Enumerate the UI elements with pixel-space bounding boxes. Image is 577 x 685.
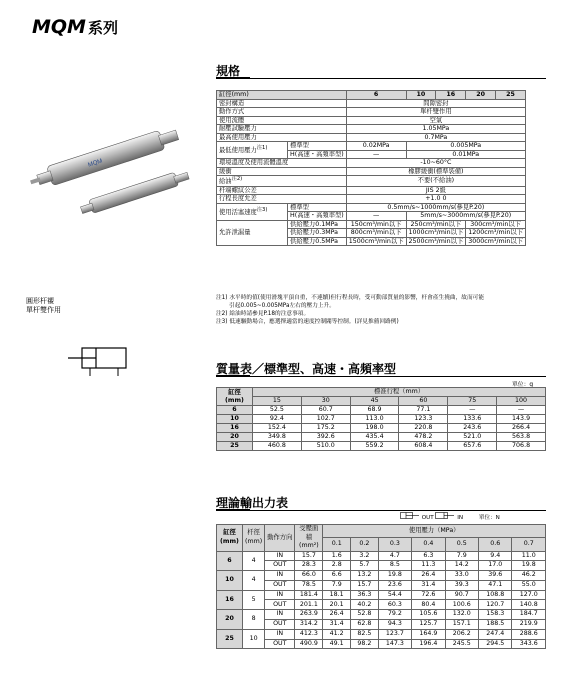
- mass-value-cell: 133.6: [448, 415, 497, 424]
- force-bore-cell: 6: [217, 551, 243, 571]
- mass-value-cell: 478.2: [399, 433, 448, 442]
- mass-unit: 單位：g: [512, 382, 534, 388]
- force-row: [217, 571, 546, 581]
- mass-row: [217, 406, 546, 415]
- spec-row-leak: 供給壓力0.5MPa 1500cm³/min以下 2500cm³/min以下 3000cm³/min以下: [217, 237, 526, 246]
- force-rod-cell: 4: [243, 551, 265, 571]
- spec-row: 給油$^{注2)}$ 不要(不給油): [217, 176, 526, 187]
- force-unit: 單位：N: [478, 515, 500, 521]
- force-value-cell: 47.1: [479, 580, 512, 590]
- force-value-cell: 219.9: [512, 620, 546, 630]
- force-dir-cell: IN: [265, 610, 295, 620]
- force-area-cell: 181.4: [295, 590, 323, 600]
- mass-value-cell: —: [497, 406, 546, 415]
- force-value-cell: 33.0: [445, 571, 478, 581]
- force-value-cell: 7.9: [323, 580, 351, 590]
- force-value-cell: 5.7: [351, 561, 379, 571]
- force-value-cell: 132.0: [445, 610, 478, 620]
- spec-underline: [216, 77, 250, 79]
- mass-value-cell: 113.0: [350, 415, 399, 424]
- force-dir-cell: IN: [265, 551, 295, 561]
- force-value-cell: 18.1: [323, 590, 351, 600]
- force-value-cell: 26.4: [323, 610, 351, 620]
- mass-value-cell: 559.2: [350, 442, 399, 451]
- spec-row-speed: 使用活塞速度$^{注3)}$ 標準型 0.5mm/s~1000mm/s(參見P.20): [217, 203, 526, 212]
- force-bore-cell: 20: [217, 610, 243, 630]
- mass-row: [217, 442, 546, 451]
- force-dir-cell: IN: [265, 590, 295, 600]
- legend-in: IN: [457, 515, 464, 521]
- force-row: [217, 580, 546, 590]
- mass-value-cell: 243.6: [448, 424, 497, 433]
- force-value-cell: 80.4: [412, 600, 445, 610]
- force-value-cell: 17.0: [479, 561, 512, 571]
- spec-bore-label: 缸徑(mm): [217, 91, 347, 100]
- mass-value-cell: 521.0: [448, 433, 497, 442]
- spec-row-leak: 供給壓力0.3MPa 800cm³/min以下 1000cm³/min以下 1200cm³/min以下: [217, 229, 526, 238]
- force-area-cell: 490.9: [295, 639, 323, 649]
- force-value-cell: 31.4: [412, 580, 445, 590]
- force-row: [217, 590, 546, 600]
- mass-row: [217, 415, 546, 424]
- force-value-cell: 206.2: [445, 629, 478, 639]
- mass-bore-cell: 10: [217, 415, 253, 424]
- force-value-cell: 19.8: [512, 561, 546, 571]
- force-value-cell: 1.6: [323, 551, 351, 561]
- mass-value-cell: 392.6: [301, 433, 350, 442]
- spec-row: 耐壓試驗壓力 1.05MPa: [217, 125, 526, 134]
- force-area-cell: 66.0: [295, 571, 323, 581]
- spec-row: 最高使用壓力 0.7MPa: [217, 133, 526, 142]
- mass-table: [216, 387, 546, 451]
- force-row: [217, 629, 546, 639]
- page-title: MQM 系列: [32, 16, 118, 38]
- mass-value-cell: 266.4: [497, 424, 546, 433]
- force-bore-cell: 16: [217, 590, 243, 610]
- force-value-cell: 26.4: [412, 571, 445, 581]
- force-divider: [216, 510, 546, 511]
- force-value-cell: 49.1: [323, 639, 351, 649]
- force-dir-cell: IN: [265, 571, 295, 581]
- force-value-cell: 54.4: [378, 590, 411, 600]
- force-value-cell: 123.7: [378, 629, 411, 639]
- mass-underline: [216, 375, 250, 377]
- legend-out: OUT: [421, 515, 434, 521]
- force-area-cell: 28.3: [295, 561, 323, 571]
- force-row: [217, 620, 546, 630]
- force-dir-cell: OUT: [265, 620, 295, 630]
- force-value-cell: 294.5: [479, 639, 512, 649]
- force-value-cell: 140.8: [512, 600, 546, 610]
- side-note-1: 圓形杆襯: [26, 297, 54, 305]
- spec-bore-10: 10: [406, 91, 436, 100]
- force-value-cell: 108.8: [479, 590, 512, 600]
- force-bore-cell: 10: [217, 571, 243, 591]
- mass-value-cell: 460.8: [253, 442, 302, 451]
- force-row: [217, 561, 546, 571]
- force-rod-cell: 5: [243, 590, 265, 610]
- mass-divider: [216, 376, 546, 377]
- mass-value-cell: 143.9: [497, 415, 546, 424]
- force-row: [217, 600, 546, 610]
- mass-bore-cell: 6: [217, 406, 253, 415]
- force-value-cell: 120.7: [479, 600, 512, 610]
- force-value-cell: 2.8: [323, 561, 351, 571]
- mass-header-row: [217, 388, 546, 397]
- force-rod-cell: 10: [243, 629, 265, 649]
- spec-header-row: [217, 91, 526, 100]
- spec-bore-20: 20: [466, 91, 496, 100]
- force-value-cell: 72.6: [412, 590, 445, 600]
- force-value-cell: 23.6: [378, 580, 411, 590]
- mass-bore-cell: 16: [217, 424, 253, 433]
- force-value-cell: 40.2: [351, 600, 379, 610]
- svg-text:MQM: MQM: [87, 158, 104, 169]
- force-value-cell: 158.3: [479, 610, 512, 620]
- force-value-cell: 55.0: [512, 580, 546, 590]
- force-value-cell: 196.4: [412, 639, 445, 649]
- spec-bore-6: 6: [346, 91, 406, 100]
- note-line: 引起0.005~0.005MPa左右的壓力上升。: [216, 303, 335, 309]
- mass-value-cell: 706.8: [497, 442, 546, 451]
- spec-row: 使用流體 空氣: [217, 116, 526, 125]
- force-row: [217, 551, 546, 561]
- force-dir-cell: OUT: [265, 580, 295, 590]
- force-value-cell: 4.7: [378, 551, 411, 561]
- force-dir-cell: OUT: [265, 639, 295, 649]
- force-rod-cell: 4: [243, 571, 265, 591]
- force-value-cell: 8.5: [378, 561, 411, 571]
- force-value-cell: 11.3: [412, 561, 445, 571]
- force-pressure-row: 0.1 0.2 0.3 0.4 0.5 0.6 0.7: [217, 538, 546, 551]
- force-value-cell: 105.6: [412, 610, 445, 620]
- mass-bore-cell: 20: [217, 433, 253, 442]
- force-value-cell: 100.6: [445, 600, 478, 610]
- spec-divider: [216, 78, 546, 79]
- force-value-cell: 46.2: [512, 571, 546, 581]
- mass-value-cell: 60.7: [301, 406, 350, 415]
- spec-row-min-pressure-high: H(高速・高頻率型) — 0.01MPa: [217, 150, 526, 159]
- force-heading: 理論輸出力表: [216, 496, 289, 510]
- force-value-cell: 3.2: [351, 551, 379, 561]
- force-area-cell: 263.9: [295, 610, 323, 620]
- force-dir-cell: IN: [265, 629, 295, 639]
- mass-row: [217, 424, 546, 433]
- force-value-cell: 247.4: [479, 629, 512, 639]
- spec-row: 行程長度允差 +1.0 0: [217, 195, 526, 204]
- spec-bore-25: 25: [496, 91, 526, 100]
- force-value-cell: 94.3: [378, 620, 411, 630]
- spec-row-leak: 允許泄漏量 供給壓力0.1MPa 150cm³/min以下 250cm³/min以下 300cm³/min以下: [217, 220, 526, 229]
- force-underline: [216, 509, 250, 511]
- note-line: 注2) 給油時請參見P.18的注意事項。: [216, 311, 310, 317]
- force-value-cell: 52.8: [351, 610, 379, 620]
- mass-value-cell: 52.5: [253, 406, 302, 415]
- force-value-cell: 7.9: [445, 551, 478, 561]
- force-value-cell: 184.7: [512, 610, 546, 620]
- force-area-cell: 412.3: [295, 629, 323, 639]
- force-value-cell: 39.3: [445, 580, 478, 590]
- force-value-cell: 41.2: [323, 629, 351, 639]
- force-area-cell: 78.5: [295, 580, 323, 590]
- spec-heading: 規格: [216, 64, 241, 78]
- force-row: [217, 639, 546, 649]
- mass-value-cell: 198.0: [350, 424, 399, 433]
- force-value-cell: 36.3: [351, 590, 379, 600]
- force-value-cell: 343.6: [512, 639, 546, 649]
- force-bore-cell: 25: [217, 629, 243, 649]
- mass-stroke-row: 15 30 45 60 75 100: [217, 397, 546, 406]
- force-value-cell: 79.2: [378, 610, 411, 620]
- force-value-cell: 13.2: [351, 571, 379, 581]
- force-value-cell: 90.7: [445, 590, 478, 600]
- mass-value-cell: 349.8: [253, 433, 302, 442]
- mass-stroke-label: 標准行程（mm）: [253, 388, 546, 397]
- mass-value-cell: 220.8: [399, 424, 448, 433]
- spec-row: 杆端螺紋公差 JIS 2級: [217, 186, 526, 195]
- force-value-cell: 60.3: [378, 600, 411, 610]
- force-value-cell: 245.5: [445, 639, 478, 649]
- spec-row: 環境溫度及使用流體溫度 -10~60°C: [217, 159, 526, 168]
- mass-value-cell: 123.3: [399, 415, 448, 424]
- force-rod-cell: 8: [243, 610, 265, 630]
- mass-value-cell: 102.7: [301, 415, 350, 424]
- mass-bore-cell: 25: [217, 442, 253, 451]
- force-area-cell: 201.1: [295, 600, 323, 610]
- note-line: 注1) 水平時的值(使用滑塊平頂自重，不連續)但行程長時，受可動部質量的影響，杆會產生撓曲，故而可能: [216, 295, 485, 301]
- in-direction-icon: [435, 512, 455, 519]
- mass-value-cell: 175.2: [301, 424, 350, 433]
- spec-row: 動作方式 單杆雙作用: [217, 108, 526, 117]
- mass-value-cell: 68.9: [350, 406, 399, 415]
- spec-bore-16: 16: [436, 91, 466, 100]
- force-value-cell: 19.8: [378, 571, 411, 581]
- mass-value-cell: 92.4: [253, 415, 302, 424]
- side-note-2: 單杆雙作用: [26, 306, 61, 314]
- force-value-cell: 6.6: [323, 571, 351, 581]
- force-row: [217, 610, 546, 620]
- force-value-cell: 147.3: [378, 639, 411, 649]
- force-legend: [400, 512, 500, 521]
- cylinder-symbol-icon: [68, 340, 132, 380]
- mass-heading: 質量表／標準型、高速・高頻率型: [216, 362, 397, 376]
- force-value-cell: 82.5: [351, 629, 379, 639]
- mass-bore-label: 缸徑 (mm): [217, 388, 253, 406]
- spec-row: 密封構造 間隙密封: [217, 99, 526, 108]
- cylinder-photo: [30, 118, 210, 214]
- mass-row: [217, 433, 546, 442]
- force-area-cell: 15.7: [295, 551, 323, 561]
- force-value-cell: 15.7: [351, 580, 379, 590]
- mass-value-cell: —: [448, 406, 497, 415]
- force-dir-cell: OUT: [265, 561, 295, 571]
- force-value-cell: 157.1: [445, 620, 478, 630]
- mass-value-cell: 608.4: [399, 442, 448, 451]
- mass-value-cell: 510.0: [301, 442, 350, 451]
- force-value-cell: 20.1: [323, 600, 351, 610]
- force-value-cell: 127.0: [512, 590, 546, 600]
- force-value-cell: 31.4: [323, 620, 351, 630]
- force-value-cell: 188.5: [479, 620, 512, 630]
- force-header-row: 缸徑 (mm) 杆徑 (mm) 動作方向 受壓面積 (mm²) 使用壓力（MPa）: [217, 525, 546, 538]
- force-value-cell: 98.2: [351, 639, 379, 649]
- spec-row-min-pressure: 最低使用壓力$^{注1)}$ 標準型 0.02MPa 0.005MPa: [217, 142, 526, 151]
- force-value-cell: 39.6: [479, 571, 512, 581]
- note-line: 注3) 低速驅動場合，應選擇適當的速度控制閥等控制。(詳見推薦回路例): [216, 319, 399, 325]
- force-value-cell: 164.9: [412, 629, 445, 639]
- force-dir-cell: OUT: [265, 600, 295, 610]
- force-value-cell: 288.6: [512, 629, 546, 639]
- force-value-cell: 9.4: [479, 551, 512, 561]
- spec-row-speed-high: H(高速・高頻率型) — 5mm/s~3000mm/s(參見P.20): [217, 212, 526, 221]
- mass-value-cell: 435.4: [350, 433, 399, 442]
- force-value-cell: 62.8: [351, 620, 379, 630]
- force-value-cell: 11.0: [512, 551, 546, 561]
- force-area-cell: 314.2: [295, 620, 323, 630]
- force-table: [216, 524, 546, 649]
- spec-notes: [216, 294, 546, 326]
- force-value-cell: 14.2: [445, 561, 478, 571]
- spec-row: 緩衝 橡膠緩衝(標準裝備): [217, 167, 526, 176]
- spec-table: [216, 90, 526, 246]
- mass-value-cell: 77.1: [399, 406, 448, 415]
- force-value-cell: 6.3: [412, 551, 445, 561]
- force-value-cell: 125.7: [412, 620, 445, 630]
- out-direction-icon: [400, 512, 420, 519]
- mass-value-cell: 152.4: [253, 424, 302, 433]
- mass-value-cell: 657.6: [448, 442, 497, 451]
- mass-value-cell: 563.8: [497, 433, 546, 442]
